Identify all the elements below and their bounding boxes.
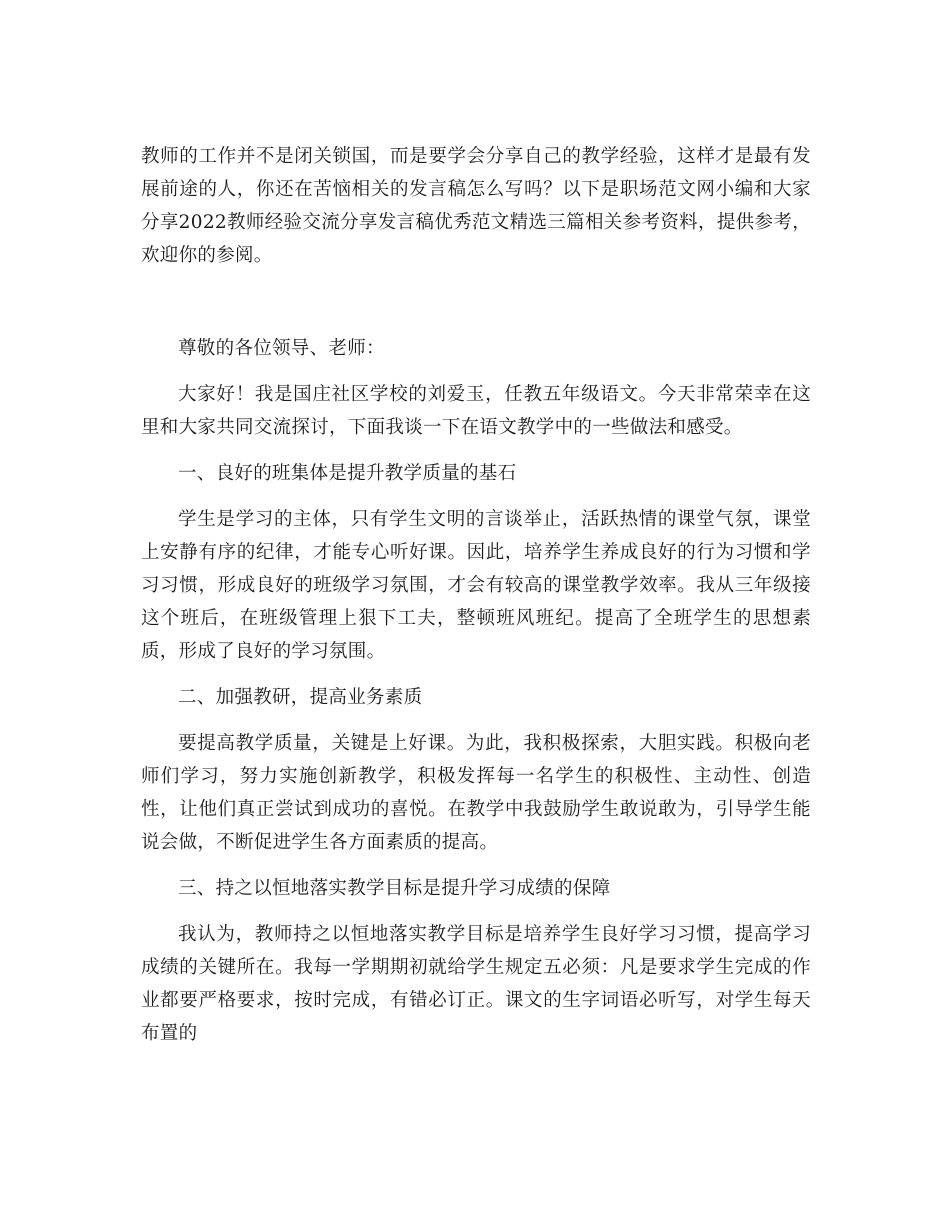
document-page	[141, 140, 811, 1050]
body-paragraph: 我认为，教师持之以恒地落实教学目标是培养学生良好学习习惯，提高学习成绩的关键所在。我每一学期期初就给学生规定五必须：凡是要求学生完成的作业都要严格要求，按时完成，有错必订正。课文的生字词语必听写，对学生每天布置的	[141, 924, 811, 1044]
section-heading: 三、持之以恒地落实教学目标是提升学习成绩的保障	[178, 878, 611, 899]
section-heading: 一、良好的班集体是提升教学质量的基石	[178, 463, 517, 484]
body-paragraph: 学生是学习的主体，只有学生文明的言谈举止，活跃热情的课堂气氛，课堂上安静有序的纪律，才能专心听好课。因此，培养学生养成良好的行为习惯和学习习惯，形成良好的班级学习氛围，才会有较高的课堂教学效率。我从三年级接这个班后，在班级管理上狠下工夫，整顿班风班纪。提高了全班学生的思想素质，形成了良好的学习氛围。	[141, 509, 811, 662]
section-heading: 二、加强教研，提高业务素质	[178, 687, 423, 708]
body-paragraph: 大家好！我是国庄社区学校的刘爱玉，任教五年级语文。今天非常荣幸在这里和大家共同交流探讨，下面我谈一下在语文教学中的一些做法和感受。	[141, 384, 811, 438]
salutation: 尊敬的各位领导、老师：	[178, 338, 385, 359]
body-paragraph: 要提高教学质量，关键是上好课。为此，我积极探索，大胆实践。积极向老师们学习，努力实施创新教学，积极发挥每一名学生的积极性、主动性、创造性，让他们真正尝试到成功的喜悦。在教学中我鼓励学生敢说敢为，引导学生能说会做，不断促进学生各方面素质的提高。	[141, 733, 811, 853]
intro-paragraph: 教师的工作并不是闭关锁国，而是要学会分享自己的教学经验，这样才是最有发展前途的人，你还在苦恼相关的发言稿怎么写吗？以下是职场范文网小编和大家分享2022教师经验交流分享发言稿优秀范文精选三篇相关参考资料，提供参考，欢迎你的参阅。	[141, 146, 811, 266]
